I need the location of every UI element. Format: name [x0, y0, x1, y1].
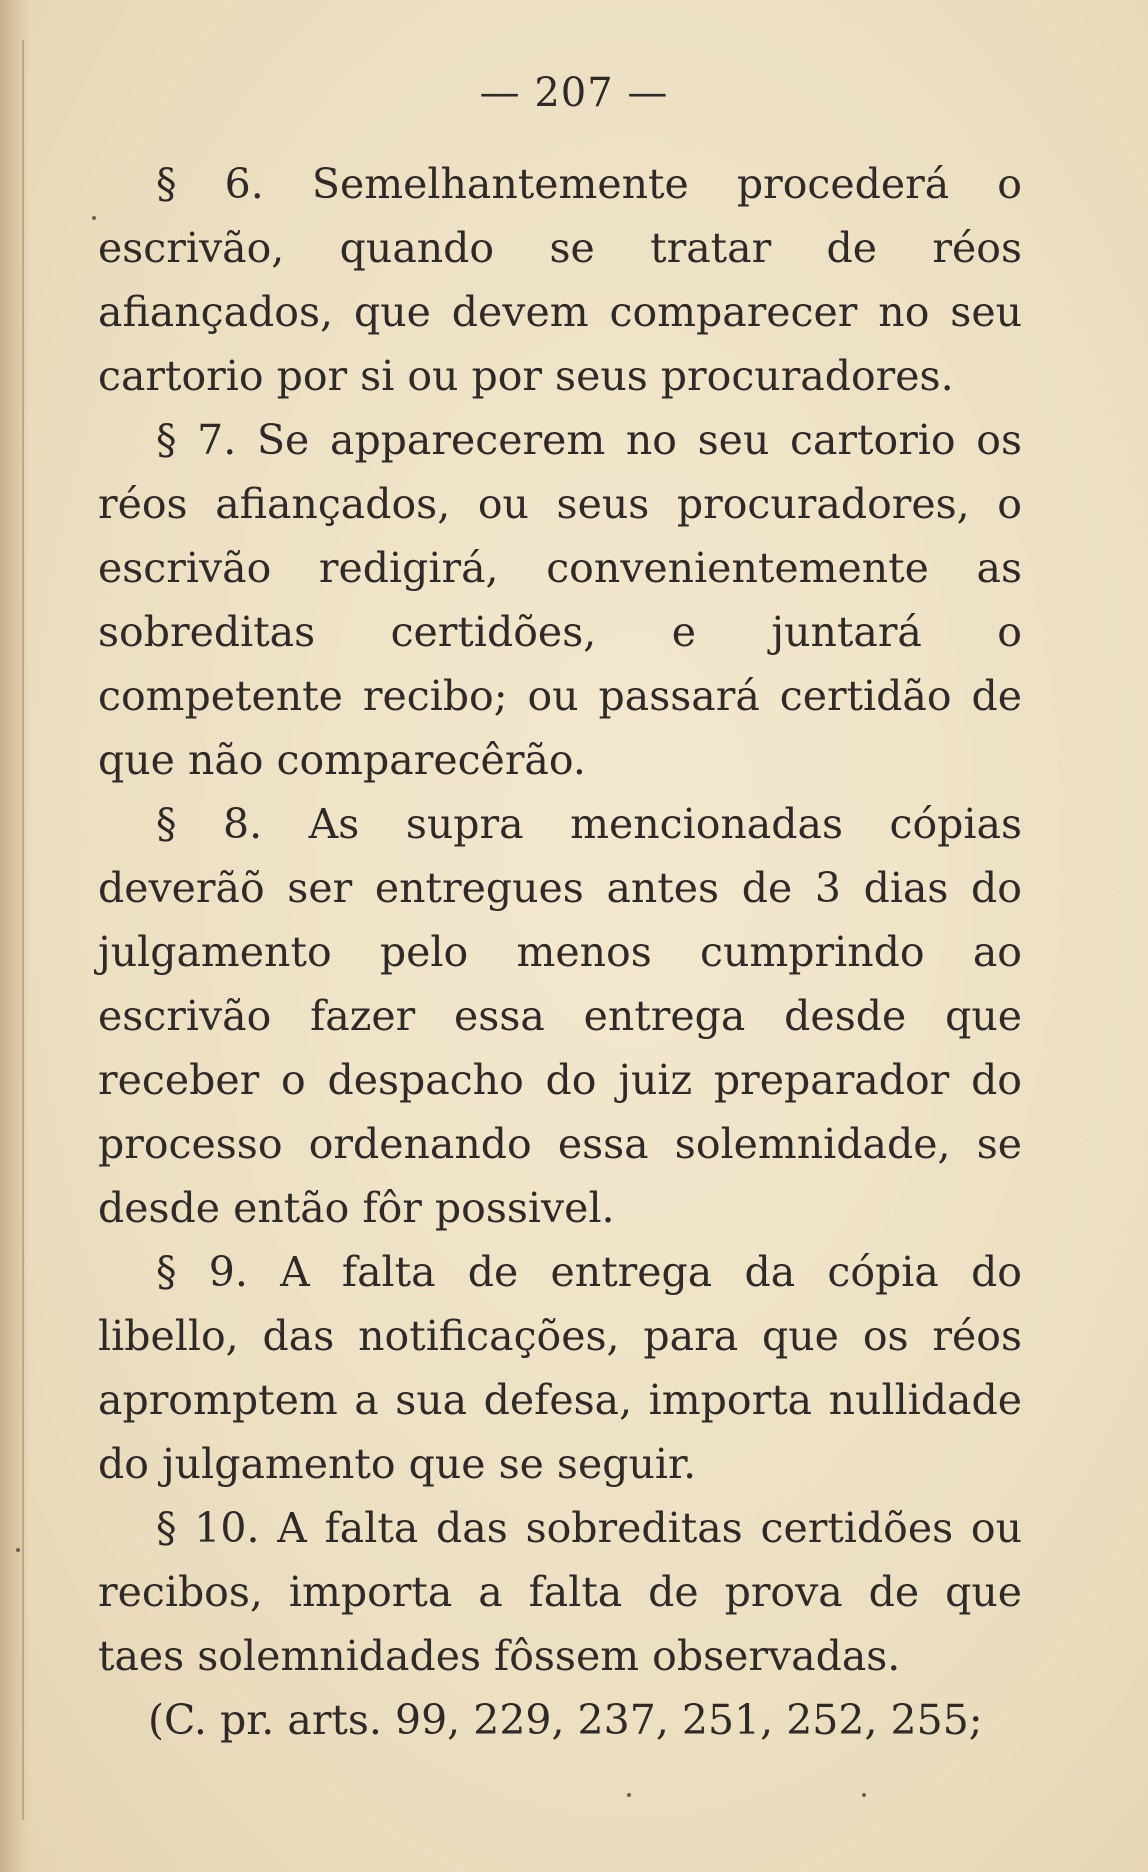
paragraph-section-9: § 9. A falta de entrega da cópia do libello, das notificações, para que os réos apromptem a sua defesa, importa nullidade do julgamento que se seguir. — [98, 1248, 1022, 1488]
paragraph-section-7: § 7. Se apparecerem no seu cartorio os réos afiançados, ou seus procuradores, o escrivão redigirá, convenientemente as sobreditas certidões, e juntará o competente recibo; ou passará certidão de que não comparecêrão. — [98, 416, 1022, 784]
paper-speck — [92, 216, 96, 220]
paragraph-section-8: § 8. As supra mencionadas cópias deverãõ ser entregues antes de 3 dias do julgamento pelo menos cumprindo ao escrivão fazer essa entrega desde que receber o despacho do juiz preparador do processo ordenando essa solemnidade, se desde então fôr possivel. — [98, 800, 1022, 1232]
legal-citation: (C. pr. arts. 99, 229, 237, 251, 252, 255; — [148, 1696, 983, 1744]
paper-speck — [16, 1548, 20, 1552]
page-binding-edge — [22, 40, 24, 1820]
page-binding-shadow — [0, 0, 30, 1872]
paragraph-section-10: § 10. A falta das sobreditas certidões ou recibos, importa a falta de prova de que taes solemnidades fôssem observadas. — [98, 1504, 1022, 1680]
paper-speck — [627, 1793, 631, 1797]
paper-speck — [862, 1793, 866, 1797]
page-number: — 207 — — [479, 70, 669, 116]
page-body — [98, 152, 1022, 1752]
paragraph-section-6: § 6. Semelhantemente procederá o escrivão, quando se tratar de réos afiançados, que devem comparecer no seu cartorio por si ou por seus procuradores. — [98, 160, 1022, 400]
